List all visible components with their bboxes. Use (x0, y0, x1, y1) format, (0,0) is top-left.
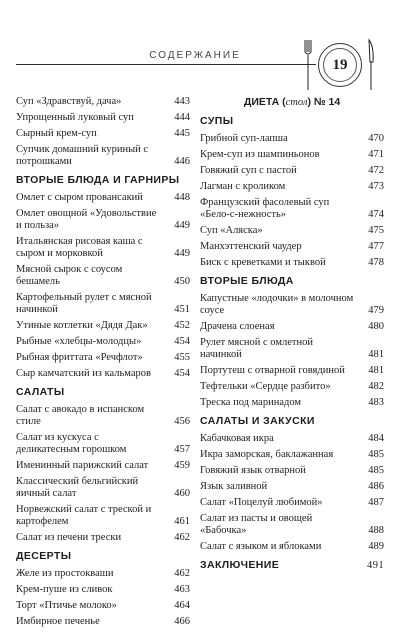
toc-entry[interactable] (16, 568, 190, 580)
toc-entry-page: 486 (368, 481, 384, 492)
toc-entry-title: Суп «Здравствуй, дача» (16, 96, 122, 107)
toc-entry-title: Икра заморская, баклажанная (200, 449, 334, 460)
toc-entry-title: Треска под маринадом (200, 397, 302, 408)
toc-entry[interactable] (16, 336, 190, 348)
toc-entry-page: 448 (174, 192, 190, 203)
toc-entry-title: Кабачковая икра (200, 433, 274, 444)
toc-entry-title: Язык заливной (200, 481, 268, 492)
toc-entry[interactable] (16, 404, 190, 428)
toc-entry-title: Французский фасолевый суп «Бело-с-нежность» (200, 197, 330, 220)
toc-entry-title: Именинный парижский салат (16, 460, 149, 471)
section-title: ВТОРЫЕ БЛЮДА (200, 275, 294, 287)
toc-entry-page: 462 (174, 532, 190, 543)
toc-entry-title: Биск с креветками и тыквой (200, 257, 326, 268)
header-title: СОДЕРЖАНИЕ (149, 50, 241, 61)
toc-entry[interactable] (16, 584, 190, 596)
knife-icon (367, 38, 375, 92)
toc-entry[interactable] (16, 208, 190, 232)
toc-entry-page: 482 (368, 381, 384, 392)
toc-entry-page: 472 (368, 165, 384, 176)
toc-entry[interactable] (200, 337, 384, 361)
toc-entry[interactable] (16, 532, 190, 544)
section-title: ДЕСЕРТЫ (16, 550, 72, 562)
toc-entry-title: Тефтельки «Сердце разбито» (200, 381, 331, 392)
toc-entry-title: Мясной сырок с соусом бешамель (16, 264, 123, 287)
toc-entry-title: Норвежский салат с треской и картофелем (16, 504, 152, 527)
toc-section-heading (200, 115, 384, 128)
toc-entry-page: 452 (174, 320, 190, 331)
toc-entry-page: 477 (368, 241, 384, 252)
section-page-number: 491 (367, 560, 384, 571)
toc-entry-title: Манхэттенский чаудер (200, 241, 302, 252)
toc-entry-page: 474 (368, 209, 384, 220)
section-title: САЛАТЫ И ЗАКУСКИ (200, 415, 315, 427)
toc-entry-title: Супчик домашний куриный с потрошками (16, 144, 149, 167)
toc-entry-page: 450 (174, 276, 190, 287)
toc-entry[interactable] (16, 96, 190, 108)
toc-entry-page: 444 (174, 112, 190, 123)
diet-heading (200, 96, 384, 109)
toc-entry-title: Рыбные «хлебцы-молодцы» (16, 336, 142, 347)
toc-entry[interactable] (200, 241, 384, 253)
toc-entry-page: 481 (368, 365, 384, 376)
toc-entry-title: Капустные «лодочки» в молочном соусе (200, 293, 354, 316)
toc-entry-title: Говяжий суп с пастой (200, 165, 297, 176)
toc-entry[interactable] (16, 128, 190, 140)
toc-entry-page: 479 (368, 305, 384, 316)
toc-entry-title: Сырный крем-суп (16, 128, 97, 139)
toc-entry[interactable] (16, 432, 190, 456)
toc-entry[interactable] (16, 600, 190, 612)
toc-entry[interactable] (200, 365, 384, 377)
toc-entry-title: Крем-пуше из сливок (16, 584, 113, 595)
toc-entry[interactable] (200, 481, 384, 493)
toc-entry[interactable] (16, 460, 190, 472)
toc-entry-page: 485 (368, 449, 384, 460)
toc-entry-page: 466 (174, 616, 190, 627)
toc-entry-title: Классический бельгийский яичный салат (16, 476, 139, 499)
toc-entry-page: 461 (174, 516, 190, 527)
toc-entry[interactable] (16, 264, 190, 288)
toc-entry-page: 488 (368, 525, 384, 536)
toc-entry-page: 457 (174, 444, 190, 455)
toc-entry-title: Итальянская рисовая каша с сыром и морковкой (16, 236, 143, 259)
toc-entry-page: 462 (174, 568, 190, 579)
toc-entry-title: Говяжий язык отварной (200, 465, 306, 476)
diet-heading-prefix: ДИЕТА ( (243, 96, 286, 108)
toc-entry[interactable] (200, 433, 384, 445)
toc-entry[interactable] (200, 449, 384, 461)
toc-entry-page: 443 (174, 96, 190, 107)
toc-entry-page: 487 (368, 497, 384, 508)
toc-entry-title: Рулет мясной с омлетной начинкой (200, 337, 313, 360)
toc-entry-page: 470 (368, 133, 384, 144)
toc-entry[interactable] (200, 397, 384, 409)
toc-entry[interactable] (16, 236, 190, 260)
toc-entry-title: Лагман с кроликом (200, 181, 286, 192)
toc-entry[interactable] (16, 616, 190, 628)
toc-entry-title: Салат «Поцелуй любимой» (200, 497, 323, 508)
toc-right-column (200, 96, 384, 577)
toc-entry[interactable] (200, 181, 384, 193)
toc-entry[interactable] (200, 165, 384, 177)
toc-entry-page: 484 (368, 433, 384, 444)
toc-section-heading (200, 559, 384, 572)
toc-entry[interactable] (200, 197, 384, 221)
toc-entry-page: 485 (368, 465, 384, 476)
toc-section-heading (16, 174, 190, 187)
toc-entry-title: Сыр камчатский из кальмаров (16, 368, 151, 379)
toc-entry-page: 483 (368, 397, 384, 408)
toc-entry-page: 473 (368, 181, 384, 192)
toc-entry[interactable] (16, 320, 190, 332)
fork-icon (304, 38, 312, 92)
header-rule (16, 64, 316, 65)
toc-entry[interactable] (200, 149, 384, 161)
section-title: СУПЫ (200, 115, 234, 127)
toc-entry-title: Портутеш с отварной говядиной (200, 365, 345, 376)
page-header (0, 0, 400, 96)
toc-entry-page: 464 (174, 600, 190, 611)
toc-entry[interactable] (16, 192, 190, 204)
toc-entry-page: 463 (174, 584, 190, 595)
toc-entry-page: 475 (368, 225, 384, 236)
toc-entry-page: 445 (174, 128, 190, 139)
section-title: САЛАТЫ (16, 386, 65, 398)
toc-entry-title: Омлет овощной «Удовольствие и польза» (16, 208, 157, 231)
toc-entry-page: 489 (368, 541, 384, 552)
toc-entry[interactable] (200, 293, 384, 317)
toc-section-heading (16, 386, 190, 399)
toc-entry[interactable] (200, 465, 384, 477)
toc-entry[interactable] (200, 541, 384, 553)
toc-entry-page: 455 (174, 352, 190, 363)
toc-entry[interactable] (200, 513, 384, 537)
toc-entry-title: Крем-суп из шампиньонов (200, 149, 320, 160)
toc-entry-title: Салат из печени трески (16, 532, 122, 543)
toc-entry[interactable] (200, 497, 384, 509)
toc-entry-page: 478 (368, 257, 384, 268)
toc-entry-page: 480 (368, 321, 384, 332)
toc-entry-title: Грибной суп-лапша (200, 133, 288, 144)
toc-entry[interactable] (200, 133, 384, 145)
toc-entry-page: 454 (174, 368, 190, 379)
toc-entry-page: 454 (174, 336, 190, 347)
section-title: ВТОРЫЕ БЛЮДА И ГАРНИРЫ (16, 174, 180, 186)
toc-entry-title: Упрощенный луковый суп (16, 112, 134, 123)
toc-entry-title: Имбирное печенье (16, 616, 100, 627)
toc-entry-title: Драчена слоеная (200, 321, 275, 332)
toc-entry[interactable] (16, 292, 190, 316)
toc-entry-title: Желе из простокваши (16, 568, 114, 579)
page-number-plate (318, 43, 362, 87)
toc-section-heading (200, 415, 384, 428)
toc-entry-page: 481 (368, 349, 384, 360)
toc-entry-title: Утиные котлетки «Дядя Дак» (16, 320, 148, 331)
toc-entry-page: 471 (368, 149, 384, 160)
page-number: 19 (332, 56, 348, 73)
diet-heading-suffix: ) № 14 (307, 96, 341, 108)
toc-entry[interactable] (200, 381, 384, 393)
toc-section-heading (200, 275, 384, 288)
toc-entry-title: Торт «Птичье молоко» (16, 600, 117, 611)
toc-entry-page: 456 (174, 416, 190, 427)
toc-entry-page: 446 (174, 156, 190, 167)
toc-entry-title: Картофельный рулет с мясной начинкой (16, 292, 152, 315)
toc-entry-page: 449 (174, 248, 190, 259)
toc-entry[interactable] (16, 504, 190, 528)
diet-heading-italic: стол (285, 97, 308, 108)
section-title: ЗАКЛЮЧЕНИЕ (200, 559, 280, 571)
toc-entry-title: Рыбная фриттата «Речфлот» (16, 352, 143, 363)
toc-entry-title: Салат из пасты и овощей «Бабочка» (200, 513, 313, 536)
toc-entry[interactable] (16, 112, 190, 124)
toc-entry-title: Суп «Аляска» (200, 225, 263, 236)
toc-entry[interactable] (16, 144, 190, 168)
toc-entry-title: Салат с языком и яблоками (200, 541, 322, 552)
toc-entry[interactable] (16, 368, 190, 380)
toc-entry-title: Салат из кускуса с деликатесным горошком (16, 432, 127, 455)
toc-entry-title: Омлет с сыром провансакий (16, 192, 143, 203)
toc-entry[interactable] (200, 257, 384, 269)
toc-entry[interactable] (200, 225, 384, 237)
toc-entry-page: 460 (174, 488, 190, 499)
toc-section-heading (16, 550, 190, 563)
toc-entry-page: 451 (174, 304, 190, 315)
toc-entry-title: Салат с авокадо в испанском стиле (16, 404, 145, 427)
toc-entry[interactable] (16, 476, 190, 500)
toc-left-column (16, 96, 190, 632)
toc-entry[interactable] (200, 321, 384, 333)
toc-entry-page: 449 (174, 220, 190, 231)
toc-entry[interactable] (16, 352, 190, 364)
toc-entry-page: 459 (174, 460, 190, 471)
